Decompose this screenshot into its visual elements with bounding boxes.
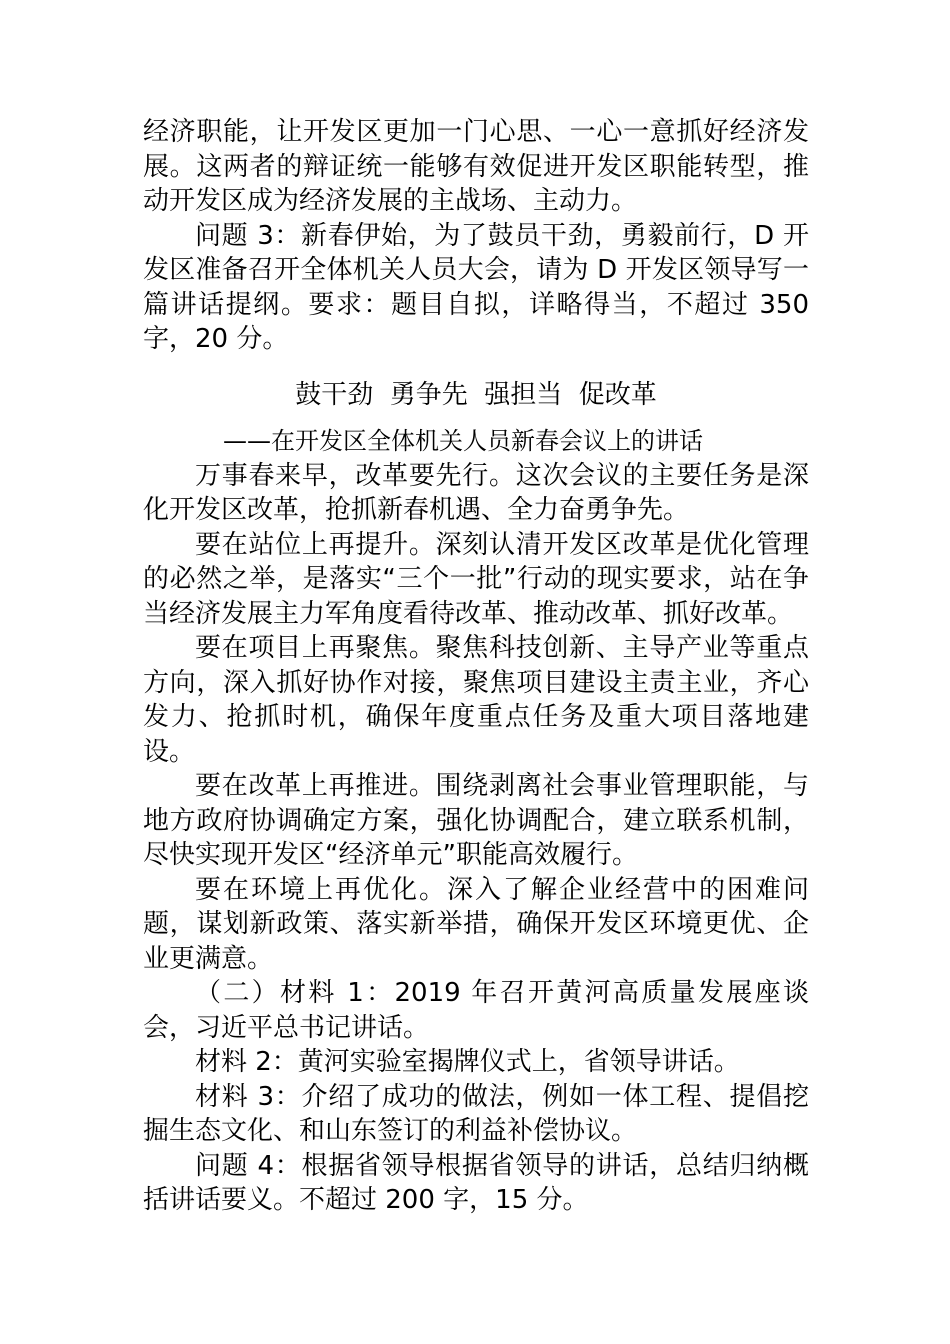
document-body bbox=[143, 115, 809, 1218]
paragraph: 要在改革上再推进。围绕剥离社会事业管理职能，与地方政府协调确定方案，强化协调配合，建立联系机制，尽快实现开发区“经济单元”职能高效履行。 bbox=[143, 771, 809, 870]
paragraph: 经济职能，让开发区更加一门心思、一心一意抓好经济发展。这两者的辩证统一能够有效促进开发区职能转型，推动开发区成为经济发展的主战场、主动力。 bbox=[143, 117, 809, 216]
material-2-paragraph: 材料 2：黄河实验室揭牌仪式上，省领导讲话。 bbox=[195, 1047, 740, 1077]
speech-subtitle: ——在开发区全体机关人员新春会议上的讲话 bbox=[223, 427, 703, 455]
paragraph: 要在项目上再聚焦。聚焦科技创新、主导产业等重点方向，深入抓好协作对接，聚焦项目建设主责主业，齐心发力、抢抓时机，确保年度重点任务及重大项目落地建设。 bbox=[143, 633, 809, 767]
material-3-paragraph: 材料 3：介绍了成功的做法，例如一体工程、提倡挖掘生态文化、和山东签订的利益补偿协议。 bbox=[143, 1081, 809, 1146]
question-4-paragraph: 问题 4：根据省领导根据省领导的讲话，总结归纳概括讲话要义。不超过 200 字，15 分。 bbox=[143, 1150, 809, 1215]
question-3-paragraph: 问题 3：新春伊始，为了鼓员干劲，勇毅前行，D 开发区准备召开全体机关人员大会，请为 D 开发区领导写一篇讲话提纲。要求：题目自拟，详略得当，不超过 350 字，20 分。 bbox=[143, 220, 809, 354]
paragraph: 万事春来早，改革要先行。这次会议的主要任务是深化开发区改革，抢抓新春机遇、全力奋勇争先。 bbox=[143, 460, 809, 525]
material-1-paragraph: （二）材料 1：2019 年召开黄河高质量发展座谈会，习近平总书记讲话。 bbox=[143, 978, 809, 1043]
paragraph: 要在环境上再优化。深入了解企业经营中的困难问题，谋划新政策、落实新举措，确保开发区环境更优、企业更满意。 bbox=[143, 874, 809, 974]
speech-title: 鼓干劲 勇争先 强担当 促改革 bbox=[295, 379, 657, 410]
paragraph: 要在站位上再提升。深刻认清开发区改革是优化管理的必然之举，是落实“三个一批”行动的现实要求，站在争当经济发展主力军角度看待改革、推动改革、抓好改革。 bbox=[143, 529, 809, 629]
